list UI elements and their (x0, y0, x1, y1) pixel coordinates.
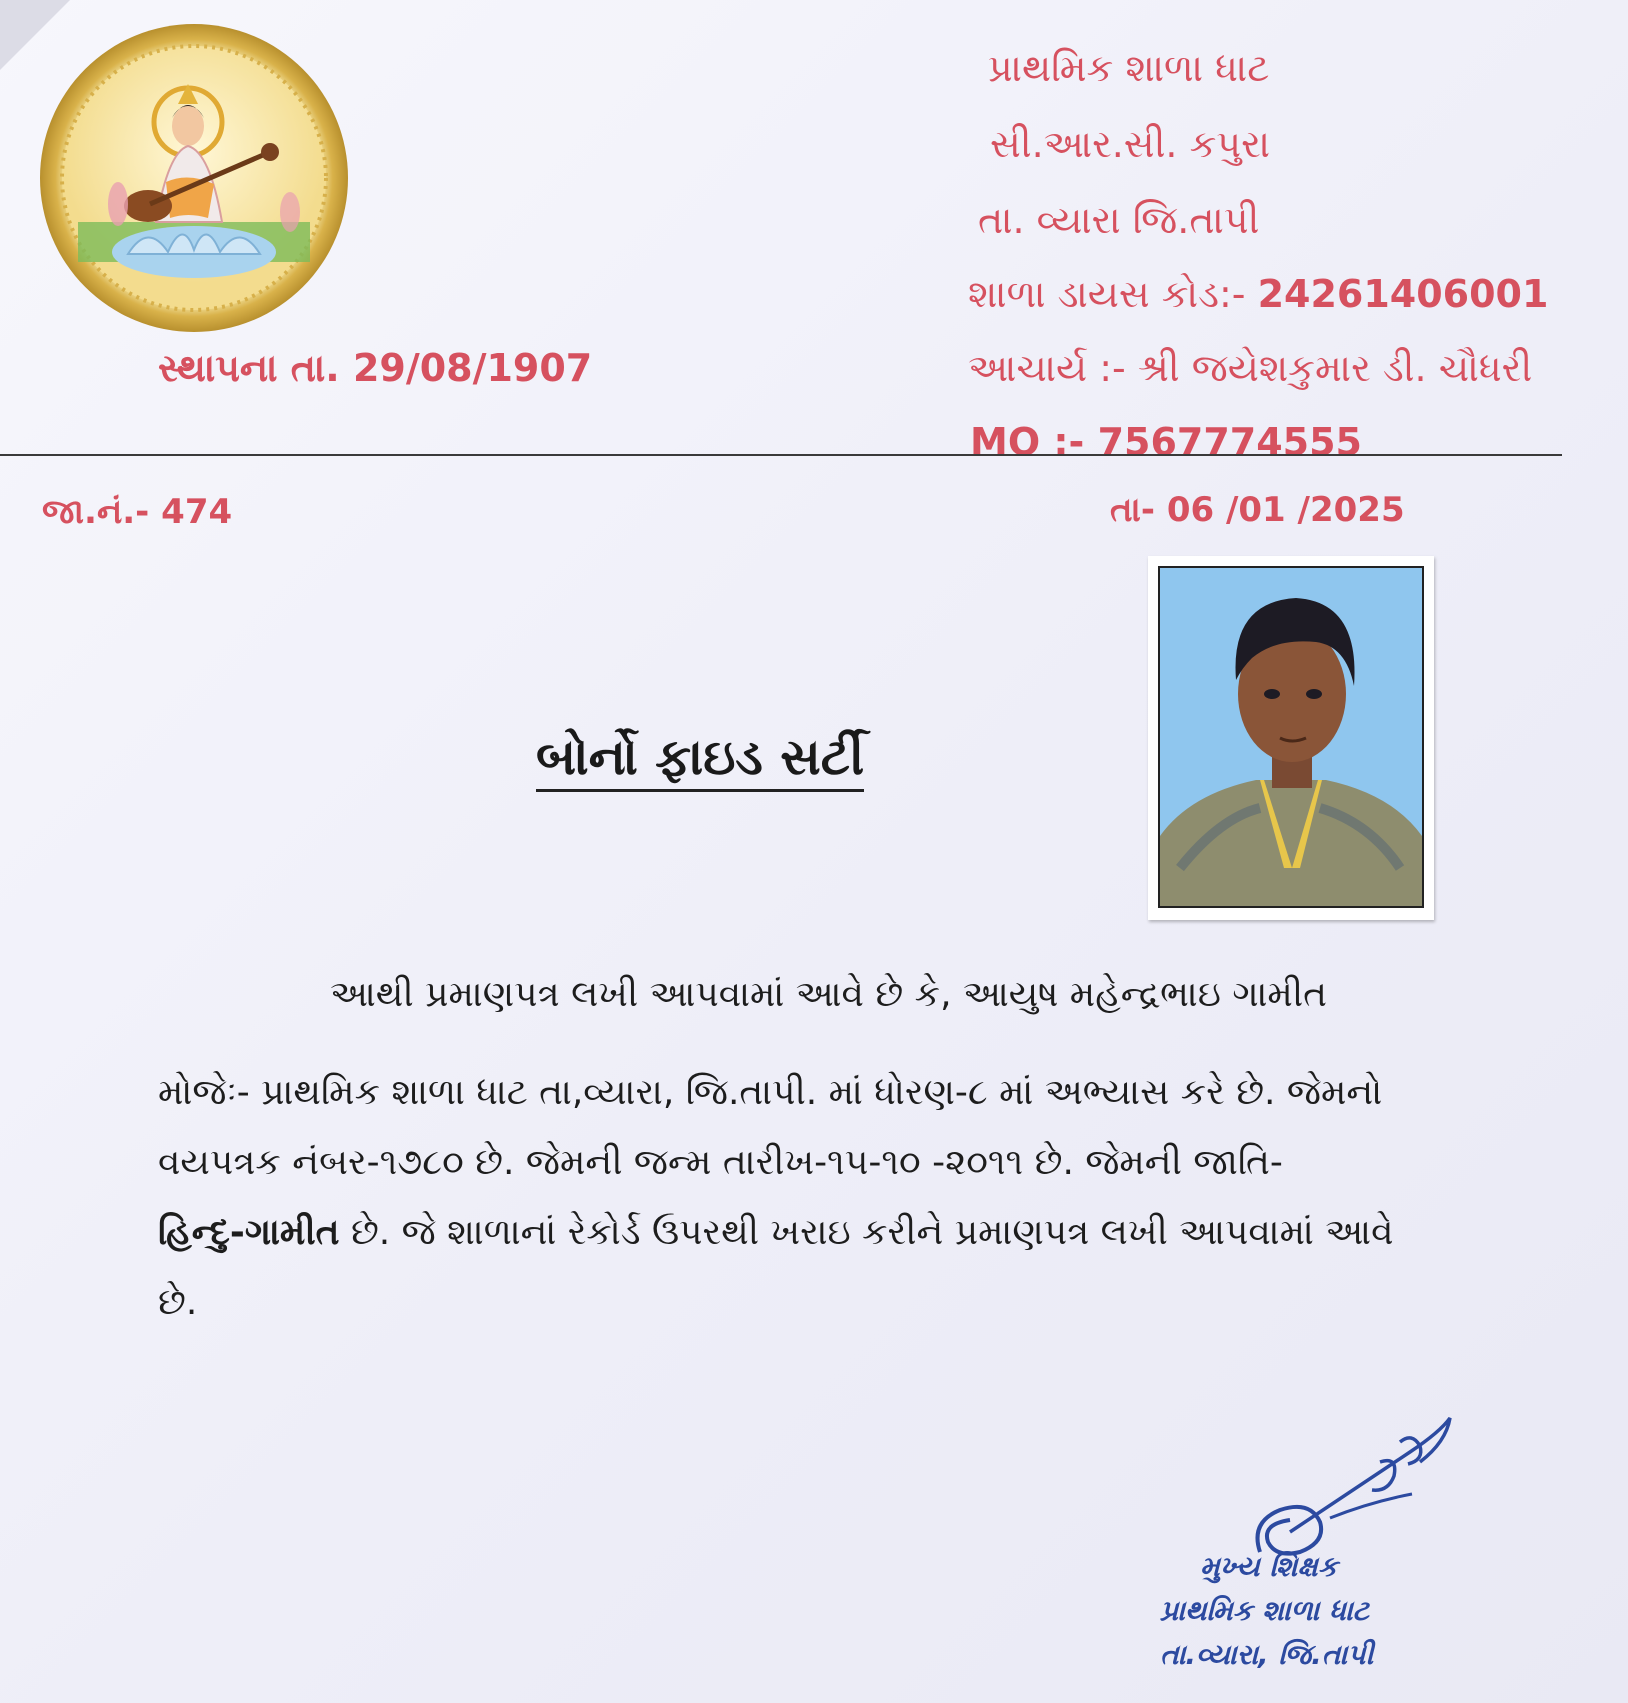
dise-label: શાળા ડાયસ કોડ:- (968, 272, 1246, 316)
school-name: પ્રાથમિક શાળા ધાટ (988, 46, 1270, 90)
body-line-4 (158, 1212, 1394, 1254)
letterhead-divider (0, 454, 1562, 456)
reference-line (42, 492, 232, 532)
date-label: તા- (1110, 490, 1155, 530)
date-line (1110, 490, 1405, 530)
established-line (158, 346, 592, 391)
photo-frame (1148, 556, 1434, 920)
established-date: 29/08/1907 (352, 346, 593, 390)
stamp-taluka-district: તા.વ્યારા, જિ.તાપી (1160, 1638, 1374, 1671)
stamp-school-name: પ્રાથમિક શાળા ધાટ (1160, 1594, 1369, 1627)
body-line-5: છે. (158, 1282, 198, 1323)
mobile-number: 7567774555 (1097, 420, 1362, 464)
signature-icon (1150, 1402, 1480, 1572)
body-line-4-rest: છે. જે શાળાનાં રેકોર્ડ ઉપરથી ખરાઇ કરીને પ્રમાણપત્ર લખી આપવામાં આવે (339, 1212, 1394, 1253)
student-portrait-icon (1160, 568, 1422, 906)
signature-stamp-block (1150, 1402, 1480, 1682)
dise-code-line (968, 272, 1548, 317)
certificate-title: બોર્નો ફાઇડ સર્ટી (536, 728, 864, 792)
saraswati-emblem-icon (38, 22, 350, 334)
reference-number: 474 (161, 492, 233, 532)
crc-name: સી.આર.સી. કપુરા (990, 122, 1271, 166)
issue-date: 06 /01 /2025 (1166, 490, 1405, 530)
mobile-label: MO :- (970, 420, 1085, 464)
dise-code: 24261406001 (1257, 272, 1549, 316)
established-label: સ્થાપના તા. (158, 346, 340, 390)
body-line-3: વયપત્રક નંબર-૧૭૮૦ છે. જેમની જન્મ તારીખ-૧૫-૧૦ -૨૦૧૧ છે. જેમની જાતિ- (158, 1142, 1283, 1183)
reference-label: જા.નં.- (42, 492, 150, 532)
principal-name: આચાર્ય :- શ્રી જયેશકુમાર ડી. ચૌધરી (968, 346, 1533, 390)
taluka-district: તા. વ્યારા જિ.તાપી (978, 198, 1260, 242)
body-line-2: મોજેઃ- પ્રાથમિક શાળા ધાટ તા,વ્યારા, જિ.તાપી. માં ધોરણ-૮ માં અભ્યાસ કરે છે. જેમનો (158, 1072, 1383, 1113)
body-line-1: આથી પ્રમાણપત્ર લખી આપવામાં આવે છે કે, આયુષ મહેન્દ્રભાઇ ગામીત (330, 974, 1328, 1015)
stamp-designation: મુખ્ય શિક્ષક (1200, 1550, 1338, 1583)
mobile-line (970, 420, 1362, 464)
caste-value: હિન્દુ-ગામીત (158, 1212, 340, 1253)
student-photo (1158, 566, 1424, 908)
